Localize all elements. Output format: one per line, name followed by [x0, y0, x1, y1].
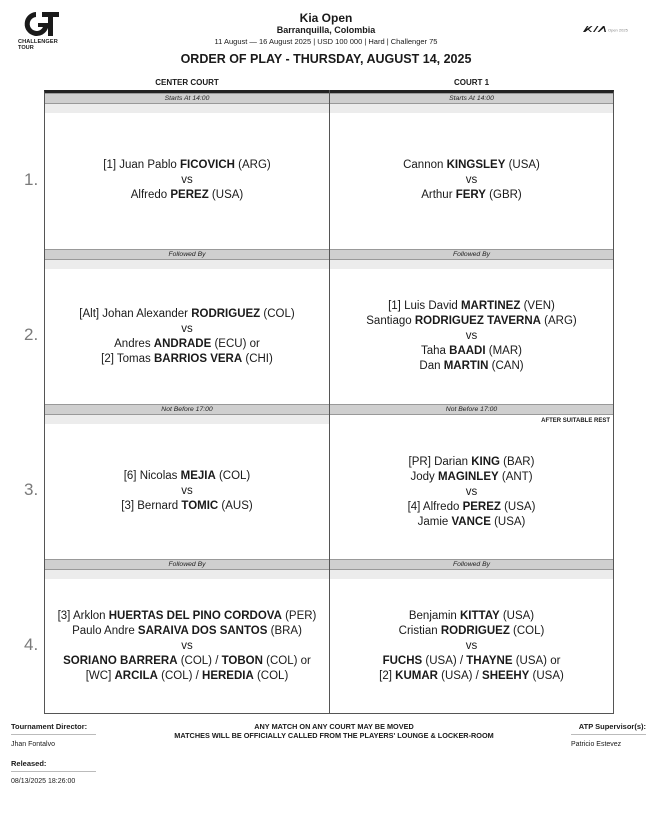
player-line: [383, 654, 561, 669]
logo-line-challenger: CHALLENGER: [18, 39, 58, 45]
round-2-court1-start-band: Followed By: [330, 249, 613, 260]
round-4-number: 4.: [24, 635, 39, 654]
court-header-center: CENTER COURT: [155, 78, 219, 87]
versus-label: [466, 639, 478, 654]
player-text: (USA) /: [437, 669, 483, 682]
match-cell: [45, 424, 329, 558]
player-surname: SHEEHY: [482, 669, 530, 682]
player-text: vs: [181, 639, 193, 652]
player-text: Cannon: [403, 159, 447, 171]
player-text: (BRA): [267, 624, 302, 637]
player-line: [103, 158, 270, 173]
player-text: [Alt] Johan Alexander: [79, 307, 192, 320]
match-cell: [330, 269, 613, 404]
player-text: Andres: [114, 337, 154, 350]
player-line: [409, 609, 534, 624]
player-surname: SORIANO BARRERA: [63, 654, 178, 667]
player-line: [366, 314, 576, 329]
versus-label: [466, 485, 478, 500]
player-text: (COL) /: [177, 654, 222, 667]
supervisor-rule: [571, 734, 646, 735]
player-line: [421, 344, 522, 359]
player-text: (USA): [499, 609, 535, 622]
player-text: (USA): [490, 515, 526, 528]
player-text: (USA) or: [512, 654, 561, 667]
released-timestamp: 08/13/2025 18:26:00: [11, 778, 76, 785]
match-cell: [330, 579, 613, 713]
tournament-director-name: Jhan Fontalvo: [11, 741, 55, 748]
player-text: vs: [465, 174, 478, 186]
round-2-number: 2.: [24, 325, 39, 344]
player-text: [PR] Darian: [408, 455, 472, 468]
versus-label: [181, 173, 193, 188]
player-surname: PEREZ: [170, 189, 209, 201]
player-line: [58, 609, 317, 624]
player-text: (ARG): [234, 159, 271, 171]
player-text: (PER): [281, 609, 317, 622]
after-suitable-rest-note: AFTER SUITABLE REST: [541, 418, 610, 424]
player-line: [121, 499, 252, 514]
released-label: Released:: [11, 759, 47, 768]
player-line: [86, 669, 289, 684]
player-text: (COL): [509, 624, 545, 637]
player-line: [63, 654, 311, 669]
player-text: Taha: [421, 345, 450, 357]
player-text: [WC]: [85, 669, 115, 682]
court-header-court-1: COURT 1: [453, 78, 490, 87]
player-surname: BARRIOS VERA: [153, 352, 243, 365]
match-cell: [45, 269, 329, 404]
player-text: (ECU) or: [211, 337, 260, 350]
player-text: (COL): [253, 669, 289, 682]
player-text: [3] Bernard: [121, 499, 182, 512]
player-text: Arthur: [421, 189, 456, 201]
player-text: [6] Nicolas: [123, 469, 181, 482]
player-text: (CHI): [242, 352, 273, 365]
player-text: Benjamin: [408, 609, 460, 622]
player-surname: KING: [471, 455, 500, 468]
versus-label: [466, 329, 478, 344]
tournament-city: Barranquilla, Colombia: [276, 25, 376, 35]
player-text: vs: [181, 484, 193, 497]
player-surname: TOBON: [221, 654, 263, 667]
player-text: vs: [465, 639, 478, 652]
notice-line-2: MATCHES WILL BE OFFICIALLY CALLED FROM THE PLAYERS' LOUNGE & LOCKER-ROOM: [174, 731, 494, 740]
player-surname: FICOVICH: [180, 159, 235, 171]
player-text: [2] Tomas: [101, 352, 154, 365]
round-3-center-start-band: Not Before 17:00: [45, 404, 329, 415]
player-line: [399, 624, 545, 639]
tournament-director-label: Tournament Director:: [11, 722, 88, 731]
round-1-court1-start-band: Starts At 14:00: [330, 93, 613, 104]
round-1-center-subband: [45, 104, 329, 113]
player-surname: FUCHS: [382, 654, 423, 667]
player-line: [388, 299, 555, 314]
match-cell: [45, 579, 329, 713]
player-text: [4] Alfredo: [407, 500, 463, 513]
round-3-court1-start-band: Not Before 17:00: [330, 404, 613, 415]
player-line: [408, 500, 536, 515]
player-surname: MARTIN: [443, 360, 489, 372]
player-text: (ANT): [498, 470, 533, 483]
round-1-court1-subband: [330, 104, 613, 113]
player-text: (USA) /: [422, 654, 467, 667]
player-surname: BAADI: [449, 345, 486, 357]
player-text: (COL) /: [157, 669, 203, 682]
round-2-court1-subband: [330, 260, 613, 269]
player-line: [419, 359, 523, 374]
match-cell: [45, 113, 329, 248]
player-text: Paulo Andre: [72, 624, 138, 637]
player-text: (USA): [500, 500, 536, 513]
round-2-center-subband: [45, 260, 329, 269]
player-line: [79, 307, 294, 322]
player-text: (USA): [529, 669, 564, 682]
match-cell: [330, 113, 613, 248]
atp-wordmark: ATP: [42, 12, 52, 18]
versus-label: [181, 639, 193, 654]
player-surname: PEREZ: [462, 500, 501, 513]
player-line: [101, 352, 273, 367]
atp-supervisor-name: Patricio Estevez: [571, 741, 622, 748]
player-line: [379, 669, 564, 684]
player-line: [418, 515, 526, 530]
player-surname: FERY: [455, 189, 486, 201]
kia-caption: Open 2025: [608, 27, 628, 33]
order-of-play-title: ORDER OF PLAY - THURSDAY, AUGUST 14, 2025: [180, 52, 472, 66]
player-text: [1] Juan Pablo: [103, 159, 180, 171]
player-surname: HUERTAS DEL PINO CORDOVA: [108, 609, 282, 622]
player-text: vs: [465, 485, 478, 498]
logo-line-tour: TOUR: [18, 45, 34, 51]
player-text: [1] Luis David: [388, 300, 461, 312]
player-surname: MEJIA: [180, 469, 216, 482]
player-surname: ANDRADE: [153, 337, 212, 350]
released-rule: [11, 771, 96, 772]
director-rule: [11, 734, 96, 735]
round-4-court1-subband: [330, 570, 613, 579]
notice-line-1: ANY MATCH ON ANY COURT MAY BE MOVED: [254, 722, 414, 731]
player-surname: KUMAR: [395, 669, 438, 682]
round-4-center-start-band: Followed By: [45, 559, 329, 570]
atp-supervisor-label: ATP Supervisor(s):: [578, 722, 646, 731]
player-line: [410, 470, 532, 485]
player-text: (USA): [208, 189, 244, 201]
player-surname: SARAIVA DOS SANTOS: [137, 624, 268, 637]
player-text: (BAR): [499, 455, 535, 468]
player-surname: MAGINLEY: [437, 470, 499, 483]
player-surname: TOMIC: [181, 499, 219, 512]
player-line: [131, 188, 243, 203]
round-4-center-subband: [45, 570, 329, 579]
player-text: Jody: [410, 470, 438, 483]
player-text: Cristian: [398, 624, 441, 637]
versus-label: [181, 322, 193, 337]
player-text: (COL): [215, 469, 251, 482]
round-1-center-start-band: Starts At 14:00: [45, 93, 329, 104]
round-3-number: 3.: [24, 480, 39, 499]
player-text: [3] Arklon: [57, 609, 109, 622]
player-text: (ARG): [540, 315, 577, 327]
player-text: (VEN): [520, 300, 555, 312]
player-line: [421, 188, 522, 203]
tournament-title: Kia Open: [299, 11, 353, 25]
player-text: Alfredo: [130, 189, 171, 201]
player-line: [403, 158, 540, 173]
player-text: (CAN): [488, 360, 524, 372]
player-text: (USA): [505, 159, 540, 171]
player-line: [72, 624, 302, 639]
player-surname: KITTAY: [460, 609, 500, 622]
player-surname: HEREDIA: [202, 669, 254, 682]
round-2-center-start-band: Followed By: [45, 249, 329, 260]
player-text: vs: [465, 330, 478, 342]
round-4-court1-start-band: Followed By: [330, 559, 613, 570]
round-3-center-subband: [45, 415, 329, 424]
player-text: Jamie: [417, 515, 452, 528]
player-text: (AUS): [218, 499, 253, 512]
player-surname: RODRIGUEZ: [440, 624, 510, 637]
player-text: Dan: [419, 360, 444, 372]
player-text: (COL): [260, 307, 295, 320]
player-line: [409, 455, 535, 470]
player-surname: RODRIGUEZ TAVERNA: [414, 315, 541, 327]
player-surname: MARTINEZ: [460, 300, 521, 312]
tournament-details: 11 August — 16 August 2025 | USD 100 000 | Hard | Challenger 75: [214, 37, 438, 46]
player-surname: RODRIGUEZ: [191, 307, 261, 320]
player-surname: KINGSLEY: [446, 159, 506, 171]
player-text: vs: [181, 174, 193, 186]
player-surname: ARCILA: [114, 669, 158, 682]
player-line: [114, 337, 260, 352]
player-text: [2]: [379, 669, 396, 682]
round-1-number: 1.: [24, 170, 39, 189]
versus-label: [466, 173, 478, 188]
versus-label: [181, 484, 193, 499]
player-text: (GBR): [485, 189, 522, 201]
player-text: (COL) or: [262, 654, 311, 667]
player-surname: THAYNE: [466, 654, 513, 667]
player-text: (MAR): [485, 345, 522, 357]
player-text: Santiago: [366, 315, 415, 327]
match-cell: [330, 426, 613, 558]
player-line: [124, 469, 251, 484]
player-surname: VANCE: [451, 515, 491, 528]
player-text: vs: [181, 322, 193, 335]
